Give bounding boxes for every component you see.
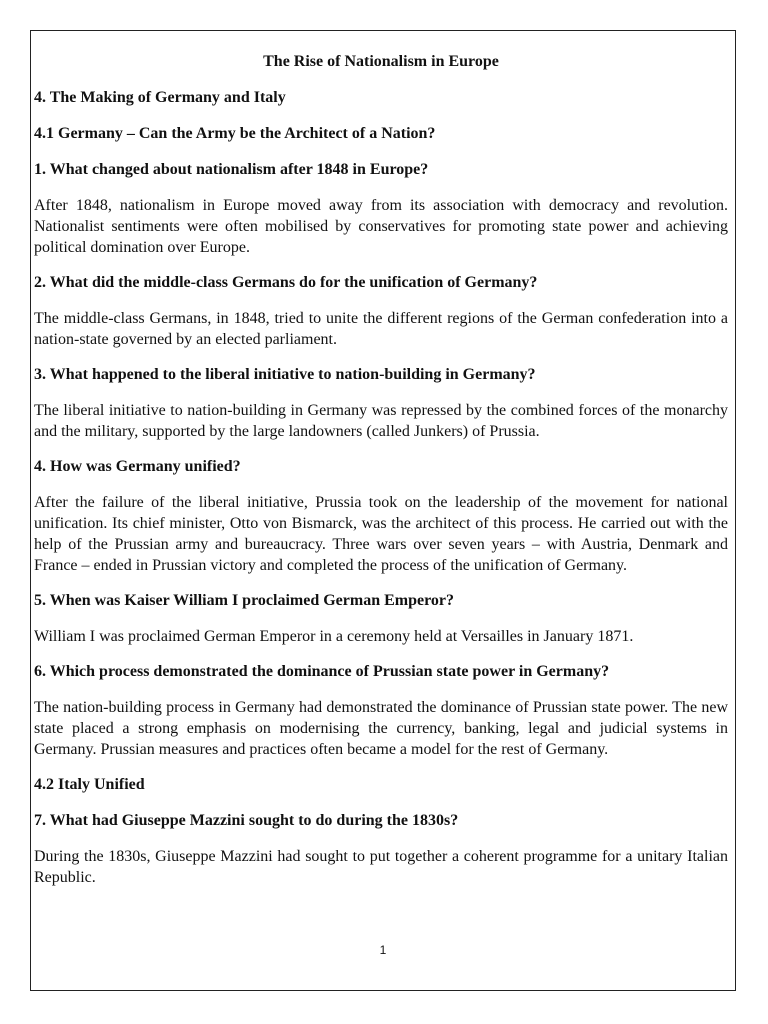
chapter-heading: 4. The Making of Germany and Italy [34,89,286,106]
question-7: 7. What had Giuseppe Mazzini sought to do during the 1830s? [34,812,459,829]
question-4: 4. How was Germany unified? [34,458,241,475]
answer-3: The liberal initiative to nation-building in Germany was repressed by the combined forces of the monarchy and the military, supported by the large landowners (called Junkers) of Prussia. [34,402,728,440]
question-1: 1. What changed about nationalism after 1848 in Europe? [34,161,429,178]
question-5: 5. When was Kaiser William I proclaimed German Emperor? [34,592,454,609]
answer-5: William I was proclaimed German Emperor in a ceremony held at Versailles in January 1871. [34,628,634,645]
answer-7: During the 1830s, Giuseppe Mazzini had sought to put together a coherent programme for a unitary Italian Republic. [34,848,728,886]
page-frame [30,30,736,991]
answer-1: After 1848, nationalism in Europe moved away from its association with democracy and revolution. Nationalist sentiments were often mobilised by conservatives for promoting state power and achieving political domination over Europe. [34,197,728,256]
answer-6: The nation-building process in Germany had demonstrated the dominance of Prussian state power. The new state placed a strong emphasis on modernising the currency, banking, legal and judicial systems in Germany. Prussian measures and practices often became a model for the rest of Germany. [34,699,728,758]
answer-2: The middle-class Germans, in 1848, tried to unite the different regions of the German confederation into a nation-state governed by an elected parliament. [34,310,728,348]
question-2: 2. What did the middle-class Germans do for the unification of Germany? [34,274,538,291]
page-number: 1 [379,943,387,957]
document-title: The Rise of Nationalism in Europe [263,53,499,70]
section-heading-italy: 4.2 Italy Unified [34,776,145,793]
question-6: 6. Which process demonstrated the dominance of Prussian state power in Germany? [34,663,610,680]
question-3: 3. What happened to the liberal initiative to nation-building in Germany? [34,366,536,383]
document-body [34,51,728,902]
answer-4: After the failure of the liberal initiative, Prussia took on the leadership of the movement for national unification. Its chief minister, Otto von Bismarck, was the architect of this process. He carried out with the help of the Prussian army and bureaucracy. Three wars over seven years – with Austria, Denmark and France – ended in Prussian victory and completed the process of the unification of Germany. [34,494,728,574]
section-heading-germany: 4.1 Germany – Can the Army be the Architect of a Nation? [34,125,436,142]
